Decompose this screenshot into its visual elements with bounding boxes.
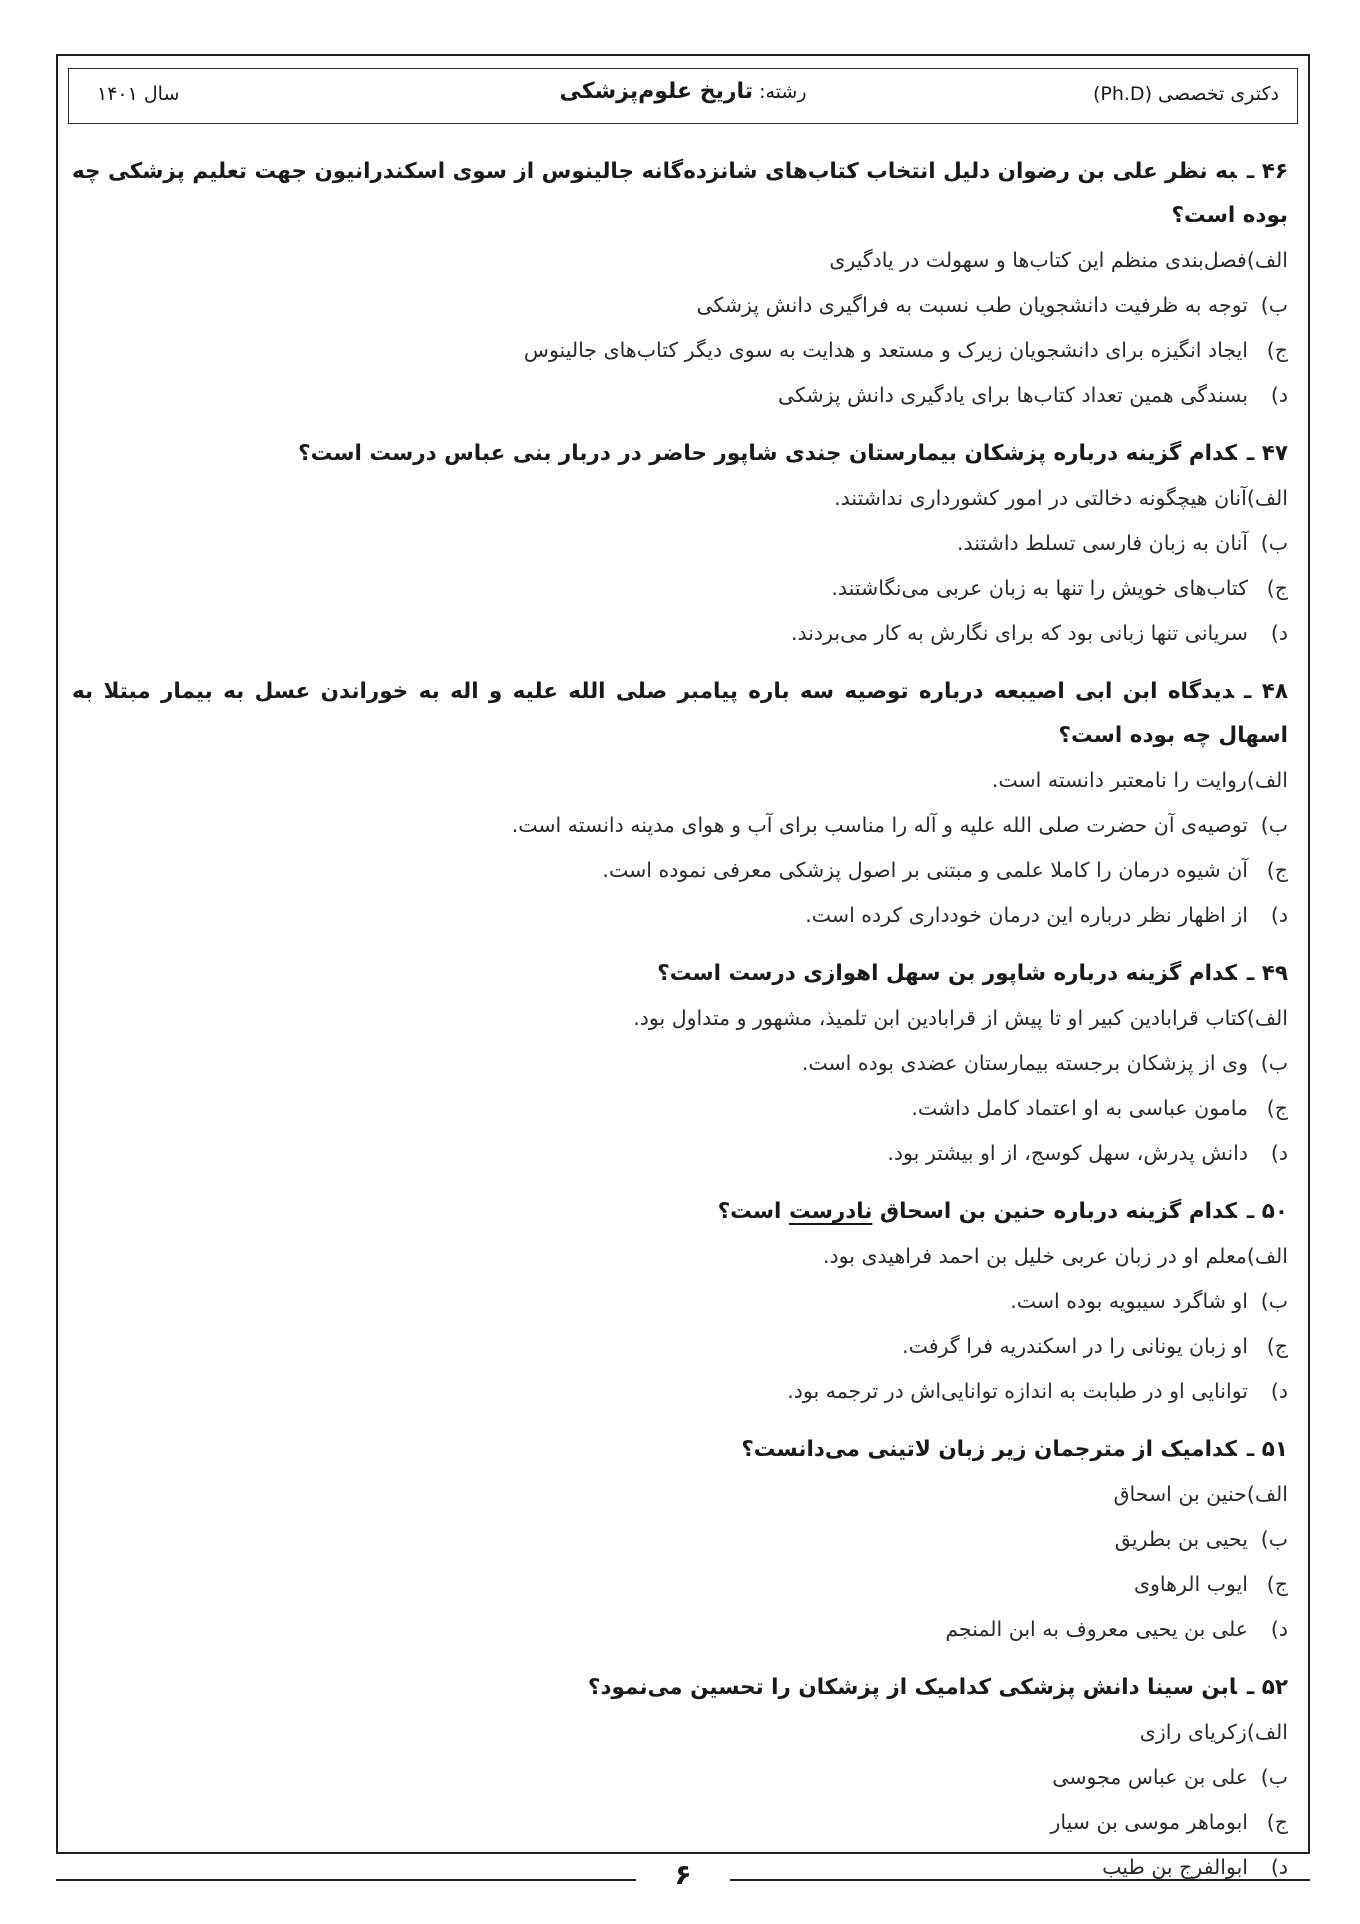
option-d: د)سریانی تنها زبانی بود که برای نگارش به کار می‌بردند. <box>790 621 1288 645</box>
option-a: الف)حنین بن اسحاق <box>1113 1482 1288 1506</box>
question-stem <box>72 1190 1288 1234</box>
negation-word: نادرست <box>788 1199 873 1224</box>
field-name: تاریخ علوم‌پزشکی <box>559 79 754 104</box>
option-c: ج)ایوب الرهاوی <box>1133 1572 1288 1596</box>
question-stem <box>72 432 1288 476</box>
question-stem <box>72 1428 1288 1472</box>
option-a: الف)آنان هیچگونه دخالتی در امور کشورداری نداشتند. <box>834 486 1288 510</box>
question-stem <box>72 670 1288 758</box>
question-number: ۴۷ ـ <box>1246 441 1288 466</box>
option-d: د)ابوالفرج بن طیب <box>1102 1855 1288 1879</box>
question-text: کدام گزینه درباره پزشکان بیمارستان جندی شاپور حاضر در دربار بنی عباس درست است؟ <box>298 441 1237 466</box>
question-51 <box>72 1428 1288 1652</box>
question-text: ابن سینا دانش پزشکی کدامیک از پزشکان را تحسین می‌نمود؟ <box>588 1675 1237 1700</box>
question-48 <box>72 670 1288 938</box>
option-c: ج)کتاب‌های خویش را تنها به زبان عربی می‌نگاشتند. <box>831 576 1288 600</box>
option-d: د)توانایی او در طبابت به اندازه توانایی‌اش در ترجمه بود. <box>787 1379 1288 1403</box>
option-d: د)از اظهار نظر درباره این درمان خودداری کرده است. <box>805 903 1288 927</box>
option-b: ب)آنان به زبان فارسی تسلط داشتند. <box>957 531 1288 555</box>
question-stem <box>72 1666 1288 1710</box>
option-b: ب)توصیه‌ی آن حضرت صلی الله علیه و آله را مناسب برای آب و هوای مدینه دانسته است. <box>511 813 1288 837</box>
question-text: کدام گزینه درباره شاپور بن سهل اهوازی درست است؟ <box>657 961 1237 986</box>
option-b: ب)توجه به ظرفیت دانشجویان طب نسبت به فراگیری دانش پزشکی <box>696 293 1288 317</box>
question-number: ۵۱ ـ <box>1246 1437 1288 1462</box>
footer-rule-right <box>730 1879 1310 1881</box>
footer-rule-left <box>56 1879 636 1881</box>
option-b: ب)علی بن عباس مجوسی <box>1052 1765 1288 1789</box>
option-a: الف)معلم او در زبان عربی خلیل بن احمد فراهیدی بود. <box>823 1244 1288 1268</box>
question-number: ۴۹ ـ <box>1246 961 1288 986</box>
exam-header <box>68 68 1298 124</box>
option-d: د)علی بن یحیی معروف به ابن المنجم <box>945 1617 1288 1641</box>
question-number: ۴۶ ـ <box>1246 159 1288 184</box>
degree-label: دکتری تخصصی (Ph.D) <box>1092 83 1279 105</box>
questions-list <box>72 150 1288 1904</box>
option-c: ج)او زبان یونانی را در اسکندریه فرا گرفت. <box>902 1334 1288 1358</box>
option-a: الف)زکریای رازی <box>1139 1720 1288 1744</box>
question-46 <box>72 150 1288 418</box>
question-number: ۵۰ ـ <box>1246 1199 1288 1224</box>
question-52 <box>72 1666 1288 1890</box>
option-a: الف)کتاب قرابادین کبیر او تا پیش از قرابادین ابن تلمیذ، مشهور و متداول بود. <box>633 1006 1288 1030</box>
question-text: دیدگاه ابن ابی اصیبعه درباره توصیه سه باره پیامبر صلی الله علیه و اله به خوراندن عسل به بیمار مبتلا به اسهال چه بوده است؟ <box>72 679 1288 748</box>
question-number: ۴۸ ـ <box>1244 679 1288 704</box>
question-49 <box>72 952 1288 1176</box>
question-number: ۵۲ ـ <box>1246 1675 1288 1700</box>
question-text: کدامیک از مترجمان زیر زبان لاتینی می‌دانست؟ <box>741 1437 1237 1462</box>
field-title <box>69 79 1297 104</box>
question-text: به نظر علی بن رضوان دلیل انتخاب کتاب‌های شانزده‌گانه جالینوس از سوی اسکندرانیون جهت تعلیم پزشکی چه بوده است؟ <box>72 159 1288 228</box>
field-label: رشته: <box>759 81 807 103</box>
option-a: الف)روایت را نامعتبر دانسته است. <box>991 768 1288 792</box>
question-stem <box>72 952 1288 996</box>
exam-year: سال ۱۴۰۱ <box>97 83 180 105</box>
question-stem <box>72 150 1288 238</box>
option-b: ب)یحیی بن بطریق <box>1114 1527 1288 1551</box>
option-c: ج)ابوماهر موسی بن سیار <box>1050 1810 1288 1834</box>
option-b: ب)او شاگرد سیبویه بوده است. <box>1010 1289 1288 1313</box>
question-47 <box>72 432 1288 656</box>
question-50 <box>72 1190 1288 1414</box>
page-number: ۶ <box>674 1858 692 1891</box>
option-a: الف)فصل‌بندی منظم این کتاب‌ها و سهولت در یادگیری <box>829 248 1288 272</box>
question-text-before: کدام گزینه درباره حنین بن اسحاق <box>879 1199 1237 1224</box>
option-b: ب)وی از پزشکان برجسته بیمارستان عضدی بوده است. <box>801 1051 1288 1075</box>
option-c: ج)آن شیوه درمان را کاملا علمی و مبتنی بر اصول پزشکی معرفی نموده است. <box>602 858 1288 882</box>
option-d: د)بسندگی همین تعداد کتاب‌ها برای یادگیری دانش پزشکی <box>778 383 1288 407</box>
option-c: ج)ایجاد انگیزه برای دانشجویان زیرک و مستعد و هدایت به سوی دیگر کتاب‌های جالینوس <box>523 338 1288 362</box>
option-d: د)دانش پدرش، سهل کوسج، از او بیشتر بود. <box>887 1141 1288 1165</box>
question-text-after: است؟ <box>717 1199 782 1224</box>
option-c: ج)مامون عباسی به او اعتماد کامل داشت. <box>911 1096 1288 1120</box>
